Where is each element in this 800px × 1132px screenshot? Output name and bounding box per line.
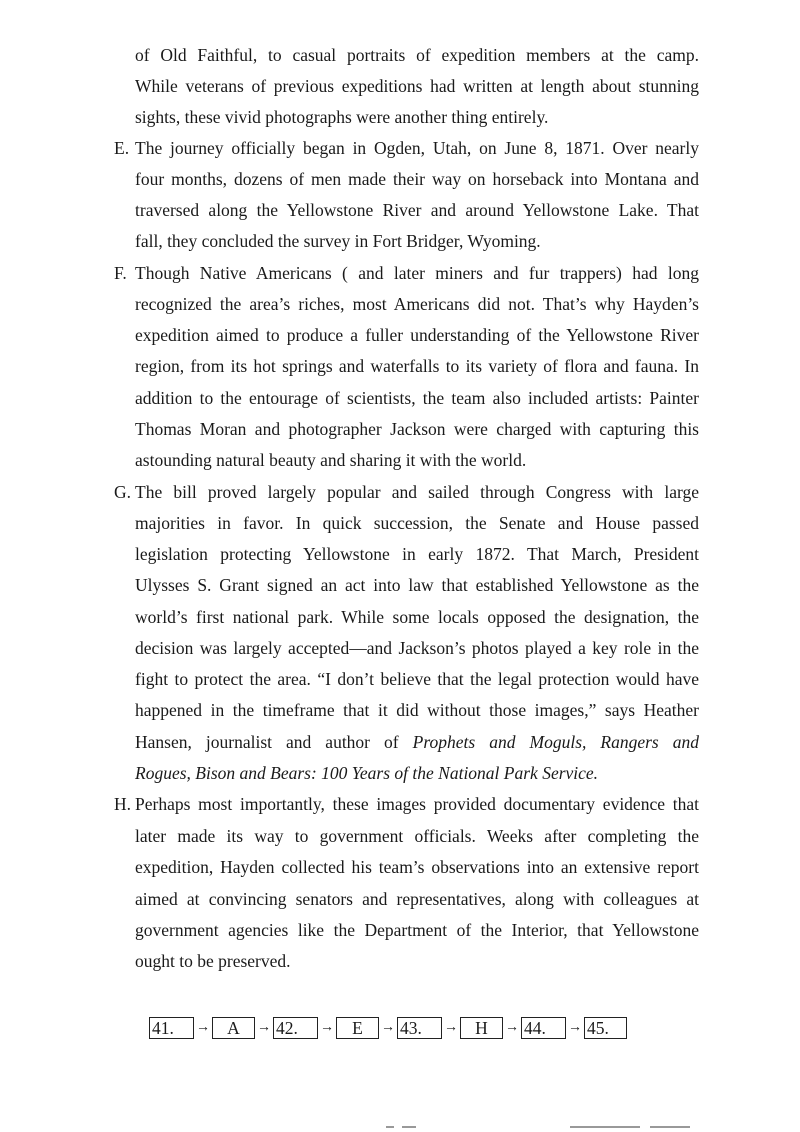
text-line: government agencies like the Department of the Interior, that Yellowstone [135,920,699,940]
text-line: Ulysses S. Grant signed an act into law that established Yellowstone as the [135,575,699,595]
arrow-icon: → [257,1020,271,1035]
answer-sequence [149,1017,627,1039]
text-line: The bill proved largely popular and sailed through Congress with large [135,482,699,502]
given-box-e: E [336,1017,379,1039]
text-line: aimed at convincing senators and representatives, along with colleagues at [135,889,699,909]
text-line: recognized the area’s riches, most Americans did not. That’s why Hayden’s [135,294,699,314]
text-line: legislation protecting Yellowstone in early 1872. That March, President [135,544,699,564]
text-line: astounding natural beauty and sharing it with the world. [135,450,527,470]
text-line: The journey officially began in Ogden, Utah, on June 8, 1871. Over nearly [135,138,699,158]
paragraph-letter: E. [114,138,130,158]
answer-box-43[interactable]: 43. [397,1017,442,1039]
text-line: traversed along the Yellowstone River and around Yellowstone Lake. That [135,200,699,220]
text-line: happened in the timeframe that it did without those images,” says Heather [135,700,699,720]
given-box-h: H [460,1017,503,1039]
text-line: Thomas Moran and photographer Jackson were charged with capturing this [135,419,699,439]
text-line: world’s first national park. While some locals opposed the designation, the [135,607,699,627]
paragraph-letter: H. [114,794,132,814]
arrow-icon: → [444,1020,458,1035]
arrow-icon: → [568,1020,582,1035]
text-line: addition to the entourage of scientists, the team also included artists: Painter [135,388,699,408]
footer-cutoff-marks [0,1124,800,1132]
answer-box-44[interactable]: 44. [521,1017,566,1039]
text-line: Though Native Americans ( and later miners and fur trappers) had long [135,263,699,283]
book-title: Prophets and Moguls, Rangers and [412,732,700,752]
arrow-icon: → [196,1020,210,1035]
paragraph-letter: G. [114,482,132,502]
text-line: fight to protect the area. “I don’t believe that the legal protection would have [135,669,699,689]
text-line: of Old Faithful, to casual portraits of expedition members at the camp. [135,45,699,65]
text-line: region, from its hot springs and waterfalls to its variety of flora and fauna. In [135,356,699,376]
text-line: expedition aimed to produce a fuller understanding of the Yellowstone River [135,325,699,345]
text-line: majorities in favor. In quick succession, the Senate and House passed [135,513,699,533]
text-line: four months, dozens of men made their way on horseback into Montana and [135,169,699,189]
text-line: later made its way to government officials. Weeks after completing the [135,826,699,846]
answer-box-42[interactable]: 42. [273,1017,318,1039]
answer-box-45[interactable]: 45. [584,1017,627,1039]
answer-box-41[interactable]: 41. [149,1017,194,1039]
text-line: ought to be preserved. [135,951,291,971]
text-line: expedition, Hayden collected his team’s observations into an extensive report [135,857,699,877]
text-line: sights, these vivid photographs were another thing entirely. [135,107,549,127]
paragraph-letter: F. [114,263,127,283]
text-line: While veterans of previous expeditions had written at length about stunning [135,76,699,96]
book-title-continued: Rogues, Bison and Bears: 100 Years of the National Park Service. [135,763,599,783]
arrow-icon: → [505,1020,519,1035]
arrow-icon: → [381,1020,395,1035]
author-credit: Hansen, journalist and author of [135,732,399,752]
text-line: Perhaps most importantly, these images provided documentary evidence that [135,794,699,814]
text-line: fall, they concluded the survey in Fort Bridger, Wyoming. [135,231,541,251]
arrow-icon: → [320,1020,334,1035]
text-line: decision was largely accepted—and Jackson’s photos played a key role in the [135,638,699,658]
text-line-with-title [135,727,699,758]
text-line [135,758,699,789]
given-box-a: A [212,1017,255,1039]
